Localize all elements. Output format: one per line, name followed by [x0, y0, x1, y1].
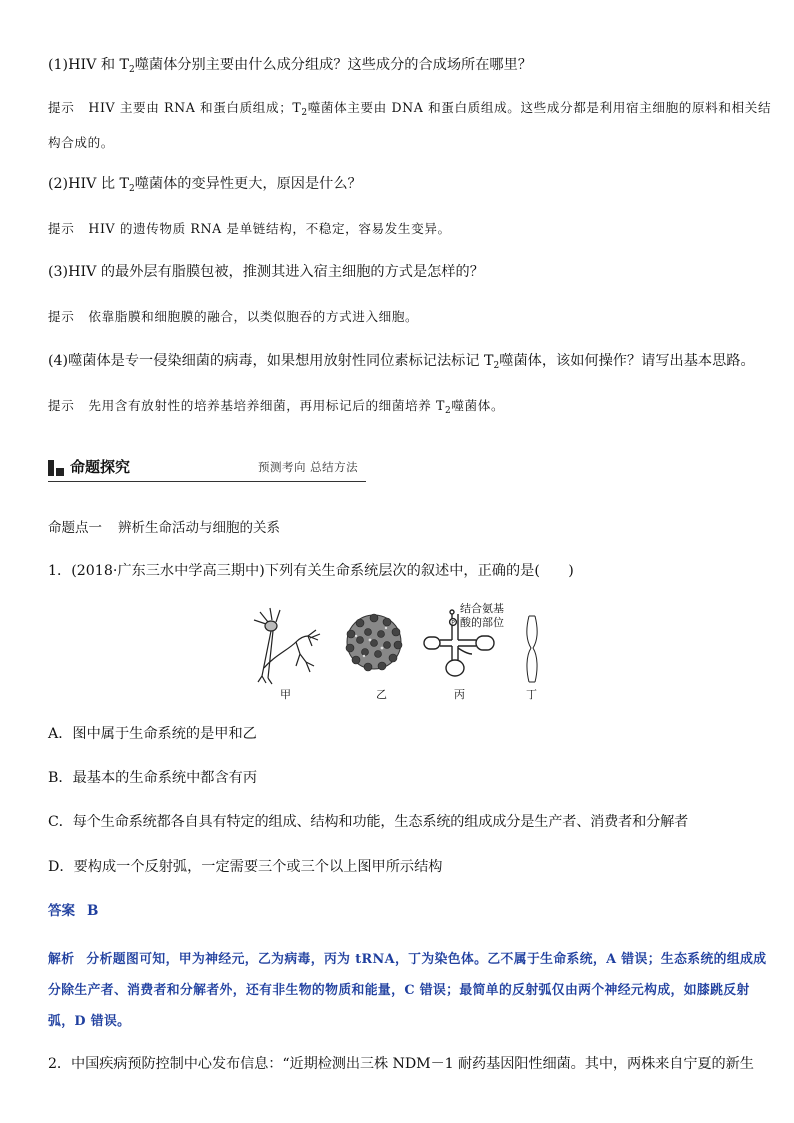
analysis-paragraph: 解析 分析题图可知，甲为神经元，乙为病毒，丙为 tRNA，丁为染色体。乙不属于生命系统，A 错误；生态系统的组成成分除生产者、消费者和分解者外，还有非生物的物质和能量，C 错误；最简单的反射弧仅由两个神经元构成，如膝跳反射弧，D 错误。 — [48, 952, 767, 1029]
answer-line: 答案 B — [48, 903, 99, 919]
section-square-icon — [56, 468, 64, 476]
section-header — [48, 457, 366, 482]
chromosome-illustration — [524, 614, 540, 684]
figure-row — [250, 602, 550, 702]
question-1-text: (1)HIV 和 $T_2$噬菌体分别主要由什么成分组成？这些成分的合成场所在哪里？ — [48, 57, 532, 75]
option-c: C．每个生命系统都各自具有特定的组成、结构和功能，生态系统的组成成分是生产者、消费者和分解者 — [48, 814, 689, 830]
section-tagline: 预测考向 总结方法 — [258, 460, 359, 474]
figure-label-ding: 丁 — [526, 688, 537, 701]
figure-label-bing: 丙 — [454, 688, 465, 701]
neuron-illustration — [250, 606, 322, 686]
virus-illustration — [342, 610, 406, 674]
section-bar-icon — [48, 460, 54, 476]
question-stem-2: 2．中国疾病预防控制中心发布信息：“近期检测出三株 NDM－1 耐药基因阳性细菌。其中，两株来自宁夏的新生 — [48, 1056, 754, 1072]
hint-2: 提示 HIV 的遗传物质 RNA 是单链结构，不稳定，容易发生变异。 — [48, 221, 451, 236]
option-a: A．图中属于生命系统的是甲和乙 — [48, 726, 257, 742]
hint-1: 提示 HIV 主要由 RNA 和蛋白质组成；$T_2$噬菌体主要由 DNA 和蛋白质组成。这些成分都是利用宿主细胞的原料和相关结构合成的。 — [48, 100, 772, 150]
question-stem-1: 1．(2018·广东三水中学高三期中)下列有关生命系统层次的叙述中，正确的是( ) — [48, 563, 574, 579]
figure-annotation: 结合氨基 酸的部位 — [460, 602, 504, 629]
section-title: 命题探究 — [70, 458, 131, 476]
figure-label-yi: 乙 — [376, 688, 387, 701]
hint-3: 提示 依靠脂膜和细胞膜的融合，以类似胞吞的方式进入细胞。 — [48, 309, 419, 324]
hint-4: 提示 先用含有放射性的培养基培养细菌，再用标记后的细菌培养 $T_2$噬菌体。 — [48, 398, 505, 416]
option-d: D．要构成一个反射弧，一定需要三个或三个以上图甲所示结构 — [48, 859, 443, 875]
option-b: B．最基本的生命系统中都含有丙 — [48, 770, 258, 786]
question-4-text: (4)噬菌体是专一侵染细菌的病毒，如果想用放射性同位素标记法标记 $T_2$噬菌体，该如何操作？请写出基本思路。 — [48, 353, 755, 371]
svg-text:P: P — [451, 619, 455, 627]
topic-heading: 命题点一 辨析生命活动与细胞的关系 — [48, 520, 280, 536]
figure-label-jia: 甲 — [280, 688, 291, 701]
question-2-text: (2)HIV 比 $T_2$噬菌体的变异性更大，原因是什么？ — [48, 176, 362, 194]
question-3-text: (3)HIV 的最外层有脂膜包被，推测其进入宿主细胞的方式是怎样的？ — [48, 264, 484, 280]
